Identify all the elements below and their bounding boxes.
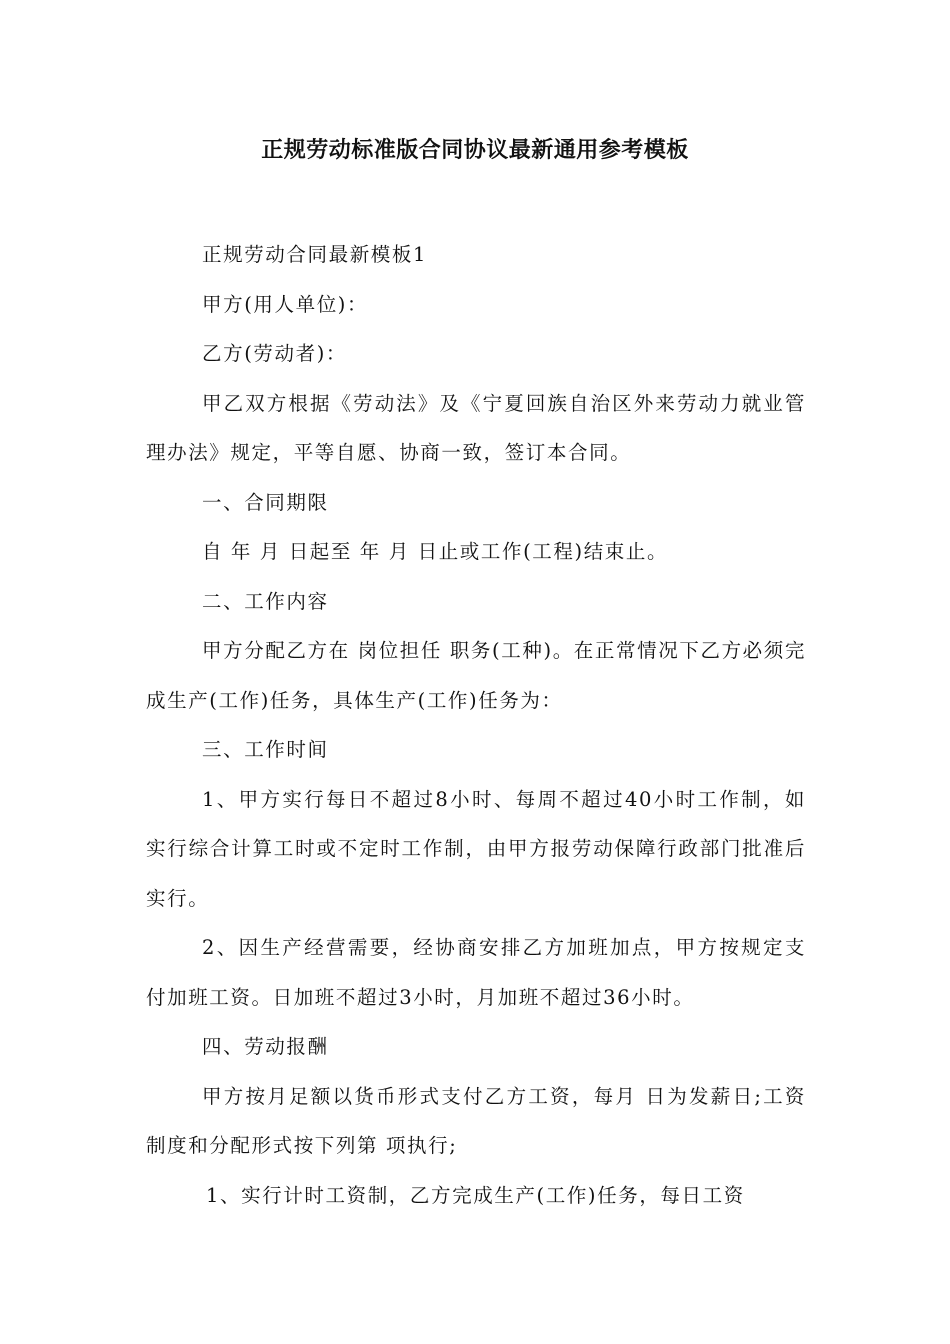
section-heading-remuneration: 四、劳动报酬 [202, 1035, 329, 1058]
paragraph-contract-term: 自 年 月 日起至 年 月 日止或工作(工程)结束止。 [202, 540, 669, 563]
paragraph-party-a: 甲方(用人单位)： [202, 292, 369, 316]
paragraph-working-hours-2: 2、因生产经营需要，经协商安排乙方加班加点，甲方按规定支付加班工资。日加班不超过3小时，月加班不超过36小时。 [146, 936, 806, 1009]
paragraph-work-content: 甲方分配乙方在 岗位担任 职务(工种)。在正常情况下乙方必须完成生产(工作)任务，具体生产(工作)任务为： [146, 639, 806, 712]
paragraph-working-hours-1: 1、甲方实行每日不超过8小时、每周不超过40小时工作制，如实行综合计算工时或不定时工作制，由甲方报劳动保障行政部门批准后实行。 [146, 787, 806, 910]
section-heading-contract-term: 一、合同期限 [202, 490, 329, 514]
section-heading-work-content: 二、工作内容 [202, 589, 329, 613]
document-body [146, 230, 806, 1220]
paragraph-remuneration: 甲方按月足额以货币形式支付乙方工资，每月 日为发薪日;工资制度和分配形式按下列第 项执行; [146, 1084, 806, 1157]
document-title: 正规劳动标准版合同协议最新通用参考模板 [261, 138, 689, 163]
paragraph-remuneration-1: 1、实行计时工资制，乙方完成生产(工作)任务，每日工资 [206, 1183, 745, 1207]
section-heading-working-hours: 三、工作时间 [202, 738, 329, 761]
paragraph-party-b: 乙方(劳动者)： [202, 342, 348, 365]
paragraph-preamble: 甲乙双方根据《劳动法》及《宁夏回族自治区外来劳动力就业管理办法》规定，平等自愿、协商一致，签订本合同。 [146, 391, 806, 464]
paragraph-template-heading: 正规劳动合同最新模板1 [202, 243, 428, 266]
